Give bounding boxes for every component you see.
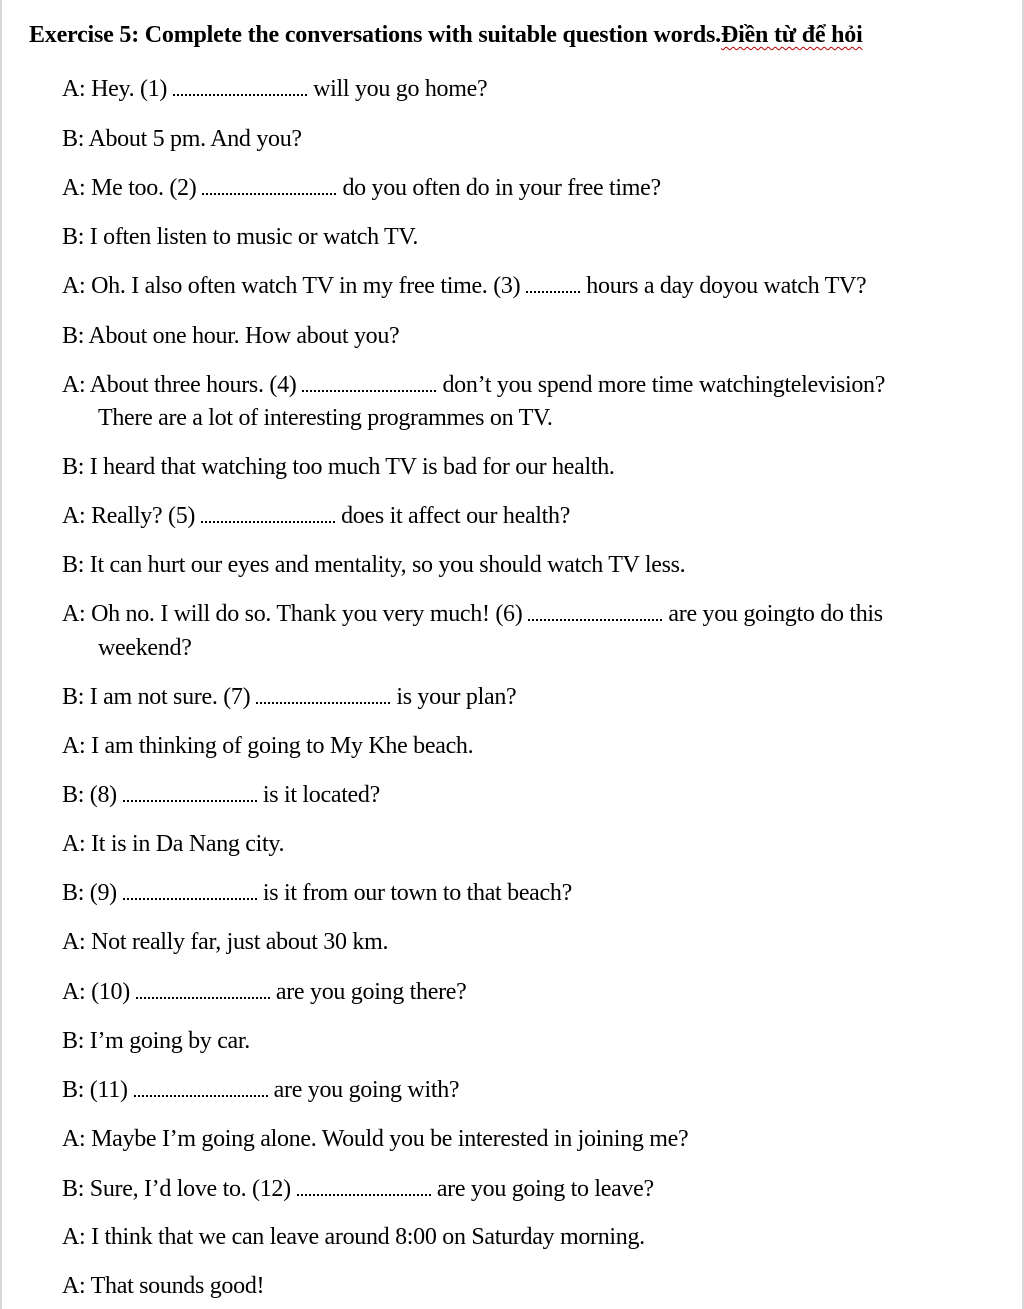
line-text: B: About one hour. How about you? bbox=[62, 323, 400, 349]
dialogue-line-20 bbox=[62, 1074, 459, 1106]
line-text: A: Hey. (1) bbox=[62, 76, 168, 102]
line-text: A: (10) bbox=[62, 979, 130, 1005]
blank-2[interactable] bbox=[202, 179, 336, 195]
line-text: B: I often listen to music or watch TV. bbox=[62, 224, 419, 250]
exercise-title-vietnamese: Điền từ để hỏi bbox=[720, 22, 863, 48]
dialogue-line-14 bbox=[62, 779, 380, 811]
line-text: weekend? bbox=[98, 635, 192, 661]
blank-12[interactable] bbox=[297, 1180, 431, 1196]
dialogue-line-10 bbox=[62, 549, 685, 581]
dialogue-line-13 bbox=[62, 730, 473, 762]
line-text: B: About 5 pm. And you? bbox=[62, 126, 302, 152]
line-text: A: Me too. (2) bbox=[62, 175, 197, 201]
dialogue-line-6 bbox=[62, 320, 399, 352]
dialogue-line-11 bbox=[62, 598, 883, 630]
line-text: B: I’m going by car. bbox=[62, 1028, 250, 1054]
line-text: A: Oh no. I will do so. Thank you very much! (6) bbox=[62, 601, 523, 627]
dialogue-line-21 bbox=[62, 1123, 688, 1155]
line-text: A: Not really far, just about 30 km. bbox=[62, 929, 389, 955]
dialogue-line-9 bbox=[62, 500, 570, 532]
line-text: are you going to leave? bbox=[436, 1176, 654, 1202]
line-text: B: It can hurt our eyes and mentality, so you should watch TV less. bbox=[62, 552, 686, 578]
line-text: B: (9) bbox=[62, 880, 117, 906]
line-text: There are a lot of interesting programmes on TV. bbox=[98, 405, 553, 431]
line-text: A: I think that we can leave around 8:00 on Saturday morning. bbox=[62, 1224, 645, 1250]
dialogue-line-19 bbox=[62, 1025, 250, 1057]
line-text: A: I am thinking of going to My Khe beach. bbox=[62, 733, 474, 759]
line-text: A: It is in Da Nang city. bbox=[62, 831, 285, 857]
dialogue-line-15 bbox=[62, 828, 284, 860]
line-text: A: That sounds good! bbox=[62, 1273, 265, 1299]
exercise-title bbox=[29, 22, 863, 49]
dialogue-line-22 bbox=[62, 1173, 654, 1205]
blank-8[interactable] bbox=[123, 786, 257, 802]
dialogue-line-4 bbox=[62, 221, 418, 253]
exercise-title-main: Exercise 5: Complete the conversations with suitable question words. bbox=[29, 22, 721, 48]
line-text: A: Really? (5) bbox=[62, 503, 196, 529]
blank-11[interactable] bbox=[134, 1081, 268, 1097]
blank-5[interactable] bbox=[201, 507, 335, 523]
dialogue-line-2 bbox=[62, 123, 302, 155]
line-text: are you goingto do this bbox=[668, 601, 883, 627]
line-text: B: I heard that watching too much TV is bad for our health. bbox=[62, 454, 615, 480]
dialogue-line-7 bbox=[62, 369, 885, 401]
dialogue-line-16 bbox=[62, 877, 572, 909]
line-text: B: I am not sure. (7) bbox=[62, 684, 251, 710]
line-text: A: Oh. I also often watch TV in my free time. (3) bbox=[62, 273, 521, 299]
dialogue-line-17 bbox=[62, 926, 388, 958]
line-text: A: About three hours. (4) bbox=[62, 372, 297, 398]
line-text: hours a day doyou watch TV? bbox=[586, 273, 867, 299]
blank-6[interactable] bbox=[528, 605, 662, 621]
dialogue-line-18 bbox=[62, 976, 466, 1008]
line-text: are you going with? bbox=[273, 1077, 460, 1103]
blank-4[interactable] bbox=[302, 376, 436, 392]
blank-1[interactable] bbox=[173, 80, 307, 96]
line-text: is it from our town to that beach? bbox=[262, 880, 572, 906]
line-text: does it affect our health? bbox=[341, 503, 571, 529]
dialogue-line-24 bbox=[62, 1270, 264, 1302]
line-text: B: Sure, I’d love to. (12) bbox=[62, 1176, 291, 1202]
line-text: B: (11) bbox=[62, 1077, 128, 1103]
line-text: do you often do in your free time? bbox=[342, 175, 661, 201]
dialogue-line-11-continued bbox=[98, 632, 192, 664]
line-text: is your plan? bbox=[396, 684, 517, 710]
blank-9[interactable] bbox=[123, 884, 257, 900]
dialogue-line-12 bbox=[62, 681, 516, 713]
dialogue-line-7-continued bbox=[98, 402, 553, 434]
dialogue-line-1 bbox=[62, 73, 487, 105]
blank-10[interactable] bbox=[136, 983, 270, 999]
dialogue-line-3 bbox=[62, 172, 661, 204]
blank-7[interactable] bbox=[256, 688, 390, 704]
dialogue-line-23 bbox=[62, 1221, 645, 1253]
line-text: are you going there? bbox=[275, 979, 467, 1005]
dialogue-line-8 bbox=[62, 451, 615, 483]
dialogue-line-5 bbox=[62, 270, 866, 302]
line-text: A: Maybe I’m going alone. Would you be interested in joining me? bbox=[62, 1126, 689, 1152]
line-text: don’t you spend more time watchingtelevision? bbox=[442, 372, 886, 398]
line-text: is it located? bbox=[262, 782, 380, 808]
line-text: B: (8) bbox=[62, 782, 117, 808]
line-text: will you go home? bbox=[313, 76, 488, 102]
blank-3[interactable] bbox=[526, 277, 580, 293]
